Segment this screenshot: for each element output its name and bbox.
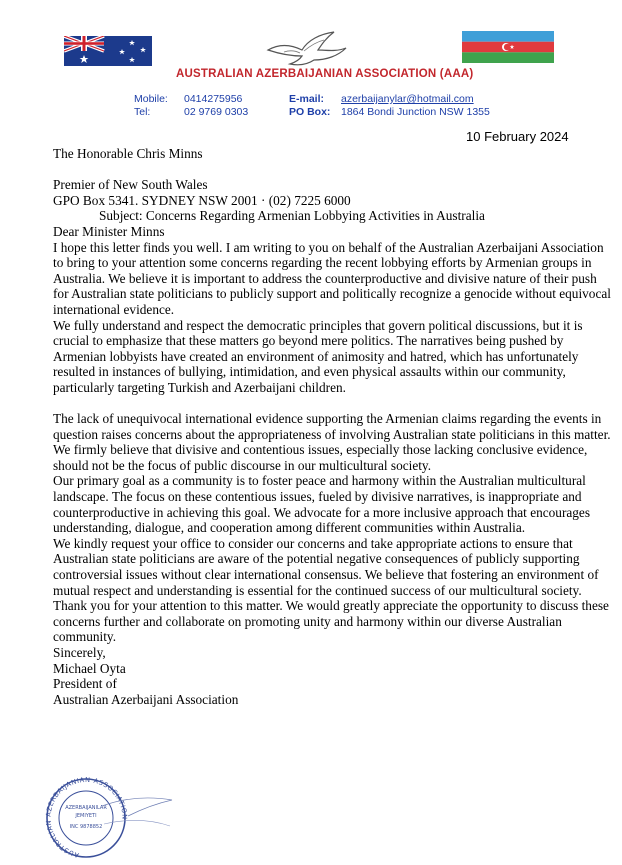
paragraph-1: I hope this letter finds you well. I am writing to you on behalf of the Australian Azerbaijani Association to bring to your attention some concerns regarding the recent lobbying efforts by Armenian groups in Australia. We believe it is important to address the counterproductive and divisive nature of their push for Australian state politicians to publicly support and politically recognize a genocide without equivocal international evidence. — [53, 239, 611, 317]
dove-logo — [264, 28, 350, 68]
tel-label: Tel: — [134, 106, 151, 118]
azerbaijan-flag — [462, 31, 554, 63]
signer-role: President of — [53, 676, 117, 692]
paragraph-3: The lack of unequivocal international evidence supporting the Armenian claims regarding the events in question raises concerns about the appropriateness of involving Australian state politicians in this matter. We firmly believe that divisive and contentious issues, especially those lacking conclusive evidence, should not be the focus of public discourse in our multicultural society. — [53, 411, 611, 473]
email-label: E-mail: — [289, 93, 325, 105]
letter-body — [53, 146, 613, 707]
signer-organization: Australian Azerbaijani Association — [53, 691, 239, 707]
recipient-address: GPO Box 5341. SYDNEY NSW 2001 · (02) 7225 6000 — [53, 192, 351, 208]
recipient-name: The Honorable Chris Minns — [53, 146, 203, 161]
signer-name: Michael Oyta — [53, 660, 126, 676]
mobile-label: Mobile: — [134, 93, 168, 105]
tel-number: 02 9769 0303 — [184, 106, 249, 118]
salutation: Dear Minister Minns — [53, 223, 165, 239]
australia-flag — [64, 36, 152, 66]
mobile-number: 0414275956 — [184, 93, 243, 105]
stamp-line-1: AZERBAIJANILAR — [65, 805, 107, 811]
organization-name: AUSTRALIAN AZERBAIJANIAN ASSOCIATION (AAA) — [176, 68, 474, 80]
sign-off: Sincerely, — [53, 645, 106, 660]
letter-date: 10 February 2024 — [466, 129, 569, 144]
paragraph-6: Thank you for your attention to this matter. We would greatly appreciate the opportunity to discuss these concerns further and collaborate on promoting unity and harmony within our diverse Australian community. — [53, 598, 609, 645]
pobox-label: PO Box: — [289, 106, 331, 118]
subject-line: Subject: Concerns Regarding Armenian Lobbying Activities in Australia — [99, 208, 485, 224]
pobox-address: 1864 Bondi Junction NSW 1355 — [341, 106, 490, 118]
stamp-line-3: INC 9878852 — [69, 824, 103, 830]
recipient-title: Premier of New South Wales — [53, 177, 208, 193]
paragraph-5: We kindly request your office to consider our concerns and take appropriate actions to ensure that Australian state politicians are aware of the potential negative consequences of publicly supporting controversial issues without clear international consensus. We believe that fostering an environment of mutual respect and understanding is essential for the continued success of our multicultural society. — [53, 535, 599, 598]
paragraph-2: We fully understand and respect the democratic principles that govern political discussions, but it is crucial to emphasize that these matters go beyond mere politics. The narratives being pushed by Armenian lobbyists have created an environment of animosity and hatred, which has unfortunately resulted in instances of bullying, intimidation, and even physical assaults within our community, particularly targeting Turkish and Azerbaijani children. — [53, 317, 583, 395]
paragraph-4: Our primary goal as a community is to foster peace and harmony within the Australian multicultural landscape. The focus on these contentious issues, fueled by divisive narratives, is inappropriate and counterproductive in achieving this goal. We advocate for a more inclusive approach that encourages understanding, dialogue, and cooperation among different communities within Australia. — [53, 473, 591, 536]
svg-text:AUSTRALIAN AZERBAIJANIAN ASSOC: AUSTRALIAN AZERBAIJANIAN ASSOCIATION — [44, 776, 129, 860]
email-link[interactable]: azerbaijanylar@hotmail.com — [341, 93, 474, 105]
association-stamp — [44, 776, 176, 860]
stamp-line-2: JEMIYETI — [75, 813, 97, 819]
